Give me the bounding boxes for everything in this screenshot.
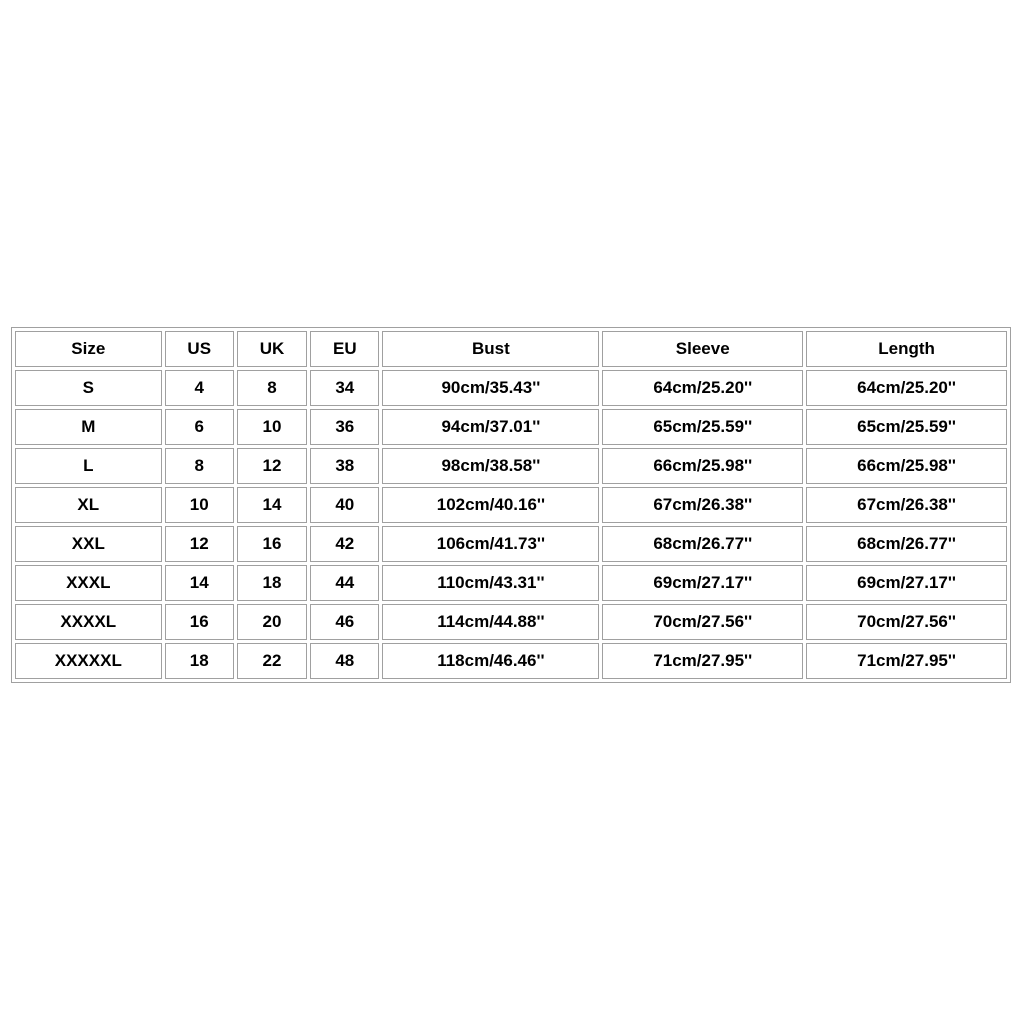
cell-length: 69cm/27.17''	[806, 565, 1007, 601]
cell-eu: 42	[310, 526, 379, 562]
cell-uk: 20	[237, 604, 307, 640]
cell-eu: 46	[310, 604, 379, 640]
table-row	[15, 604, 1007, 640]
cell-uk: 22	[237, 643, 307, 679]
cell-size: M	[15, 409, 162, 445]
cell-size: XXXL	[15, 565, 162, 601]
cell-sleeve: 68cm/26.77''	[602, 526, 803, 562]
size-chart-table	[11, 327, 1011, 683]
cell-sleeve: 71cm/27.95''	[602, 643, 803, 679]
cell-bust: 118cm/46.46''	[382, 643, 599, 679]
cell-eu: 38	[310, 448, 379, 484]
cell-us: 18	[165, 643, 234, 679]
cell-us: 14	[165, 565, 234, 601]
cell-sleeve: 67cm/26.38''	[602, 487, 803, 523]
cell-uk: 12	[237, 448, 307, 484]
cell-eu: 34	[310, 370, 379, 406]
header-us: US	[165, 331, 234, 367]
header-size: Size	[15, 331, 162, 367]
cell-length: 67cm/26.38''	[806, 487, 1007, 523]
cell-us: 8	[165, 448, 234, 484]
header-eu: EU	[310, 331, 379, 367]
cell-sleeve: 69cm/27.17''	[602, 565, 803, 601]
cell-size: S	[15, 370, 162, 406]
cell-bust: 90cm/35.43''	[382, 370, 599, 406]
cell-eu: 40	[310, 487, 379, 523]
cell-us: 6	[165, 409, 234, 445]
cell-uk: 16	[237, 526, 307, 562]
table-body	[15, 370, 1007, 679]
table-row	[15, 565, 1007, 601]
cell-size: L	[15, 448, 162, 484]
cell-uk: 10	[237, 409, 307, 445]
cell-bust: 114cm/44.88''	[382, 604, 599, 640]
cell-bust: 102cm/40.16''	[382, 487, 599, 523]
cell-size: XXXXXL	[15, 643, 162, 679]
cell-sleeve: 70cm/27.56''	[602, 604, 803, 640]
cell-size: XL	[15, 487, 162, 523]
cell-uk: 18	[237, 565, 307, 601]
cell-bust: 98cm/38.58''	[382, 448, 599, 484]
cell-sleeve: 65cm/25.59''	[602, 409, 803, 445]
table-row	[15, 643, 1007, 679]
cell-bust: 110cm/43.31''	[382, 565, 599, 601]
cell-length: 70cm/27.56''	[806, 604, 1007, 640]
cell-us: 16	[165, 604, 234, 640]
cell-bust: 106cm/41.73''	[382, 526, 599, 562]
header-length: Length	[806, 331, 1007, 367]
cell-eu: 36	[310, 409, 379, 445]
header-uk: UK	[237, 331, 307, 367]
cell-sleeve: 66cm/25.98''	[602, 448, 803, 484]
cell-length: 71cm/27.95''	[806, 643, 1007, 679]
cell-eu: 44	[310, 565, 379, 601]
cell-uk: 8	[237, 370, 307, 406]
table-row	[15, 487, 1007, 523]
cell-length: 65cm/25.59''	[806, 409, 1007, 445]
cell-size: XXL	[15, 526, 162, 562]
cell-bust: 94cm/37.01''	[382, 409, 599, 445]
cell-eu: 48	[310, 643, 379, 679]
cell-sleeve: 64cm/25.20''	[602, 370, 803, 406]
cell-length: 66cm/25.98''	[806, 448, 1007, 484]
cell-us: 12	[165, 526, 234, 562]
cell-length: 68cm/26.77''	[806, 526, 1007, 562]
cell-length: 64cm/25.20''	[806, 370, 1007, 406]
header-bust: Bust	[382, 331, 599, 367]
table-header-row	[15, 331, 1007, 367]
cell-size: XXXXL	[15, 604, 162, 640]
header-sleeve: Sleeve	[602, 331, 803, 367]
table-row	[15, 370, 1007, 406]
table-row	[15, 526, 1007, 562]
cell-uk: 14	[237, 487, 307, 523]
cell-us: 10	[165, 487, 234, 523]
cell-us: 4	[165, 370, 234, 406]
table-row	[15, 409, 1007, 445]
table-row	[15, 448, 1007, 484]
